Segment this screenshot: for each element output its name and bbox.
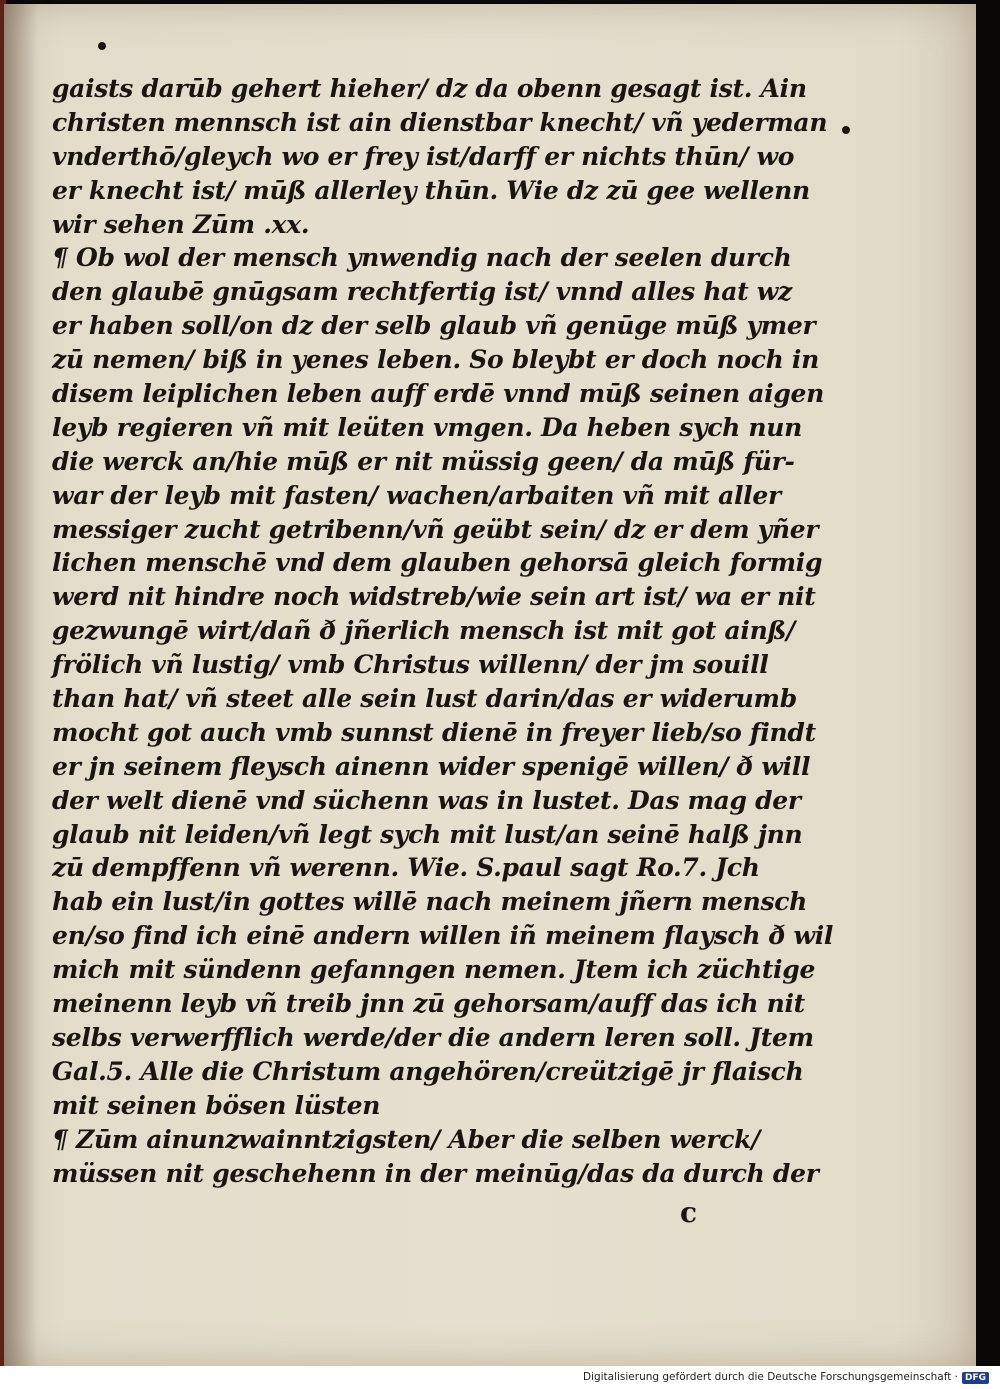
text-line: ¶ Zūm ainunzwainntzigsten/ Aber die selben werck/ — [52, 1124, 761, 1154]
text-line: than hat/ vñ steet alle sein lust darin/das er widerumb — [52, 684, 797, 714]
text-line: gezwungē wirt/dañ ð jñerlich mensch ist mit got ainß/ — [52, 616, 795, 646]
text-line: frölich vñ lustig/ vmb Christus willenn/ der jm souill — [52, 650, 769, 680]
text-line: christen mennsch ist ain dienstbar knecht/ vñ yederman — [52, 107, 828, 137]
text-line: gaists darūb gehert hieher/ dz da obenn gesagt ist. Ain — [52, 74, 807, 103]
text-line: der welt dienē vnd süchenn was in lustet. Das mag der — [52, 785, 801, 815]
text-line: disem leiplichen leben auff erdē vnnd mūß seinen aigen — [52, 379, 824, 409]
text-line: die werck an/hie mūß er nit müssig geen/ da mūß für- — [52, 446, 795, 476]
text-line: er jn seinem fleysch ainenn wider spenigē willen/ ð will — [52, 751, 811, 781]
text-line: zū dempffenn vñ werenn. Wie. S.paul sagt Ro.7. Jch — [52, 853, 760, 883]
text-line: selbs verwerfflich werde/der die andern leren soll. Jtem — [52, 1022, 814, 1052]
text-line: er haben soll/on dz der selb glaub vñ genūge mūß ymer — [52, 311, 816, 341]
text-line: müssen nit geschehenn in der meinūg/das da durch der — [52, 1158, 819, 1188]
text-line: hab ein lust/in gottes willē nach meinem jñern mensch — [52, 887, 808, 917]
text-line: er knecht ist/ mūß allerley thūn. Wie dz zū gee wellenn — [52, 175, 810, 205]
ink-dot-top — [98, 42, 106, 50]
dfg-logo-text: DFG — [962, 1372, 989, 1384]
binding-shadow — [4, 4, 38, 1366]
text-line: leyb regieren vñ mit leüten vmgen. Da heben sych nun — [52, 412, 803, 442]
text-line: mit seinen bösen lüsten — [52, 1090, 381, 1120]
text-line: messiger zucht getribenn/vñ geübt sein/ dz er dem yñer — [52, 514, 819, 544]
text-line: ¶ Ob wol der mensch ynwendig nach der seelen durch — [52, 243, 792, 273]
text-line: glaub nit leiden/vñ legt sych mit lust/an seinē halß jnn — [52, 819, 803, 849]
signature-mark: c — [680, 1196, 698, 1229]
text-line: zū nemen/ biß in yenes leben. So bleybt er doch noch in — [52, 345, 819, 375]
text-line: war der leyb mit fasten/ wachen/arbaiten vñ mit aller — [52, 480, 781, 510]
text-line: lichen menschē vnd dem glauben gehorsā gleich formig — [52, 548, 823, 578]
funding-credit: Digitalisierung gefördert durch die Deutsche Forschungsgemeinschaft · — [582, 1371, 958, 1383]
text-line: en/so find ich einē andern willen iñ meinem flaysch ð wil — [52, 921, 834, 951]
text-line: mich mit sündenn gefanngen nemen. Jtem ich züchtige — [52, 955, 816, 985]
text-line: den glaubē gnūgsam rechtfertig ist/ vnnd alles hat wz — [52, 277, 792, 307]
footer-bar — [0, 1366, 1000, 1389]
text-line: vnderthō/gleych wo er frey ist/darff er nichts thūn/ wo — [52, 141, 795, 171]
ink-dot-margin — [842, 126, 850, 134]
text-line: wir sehen Zūm .xx. — [52, 209, 310, 239]
text-line: meinenn leyb vñ treib jnn zū gehorsam/auff das ich nit — [52, 989, 805, 1019]
text-line: Gal.5. Alle die Christum angehören/creützigē jr flaisch — [52, 1056, 804, 1086]
dfg-logo — [962, 1370, 994, 1385]
page-text-body — [52, 72, 834, 1190]
text-line: mocht got auch vmb sunnst dienē in freyer lieb/so findt — [52, 717, 816, 747]
text-line: werd nit hindre noch widstreb/wie sein art ist/ wa er nit — [52, 582, 816, 612]
